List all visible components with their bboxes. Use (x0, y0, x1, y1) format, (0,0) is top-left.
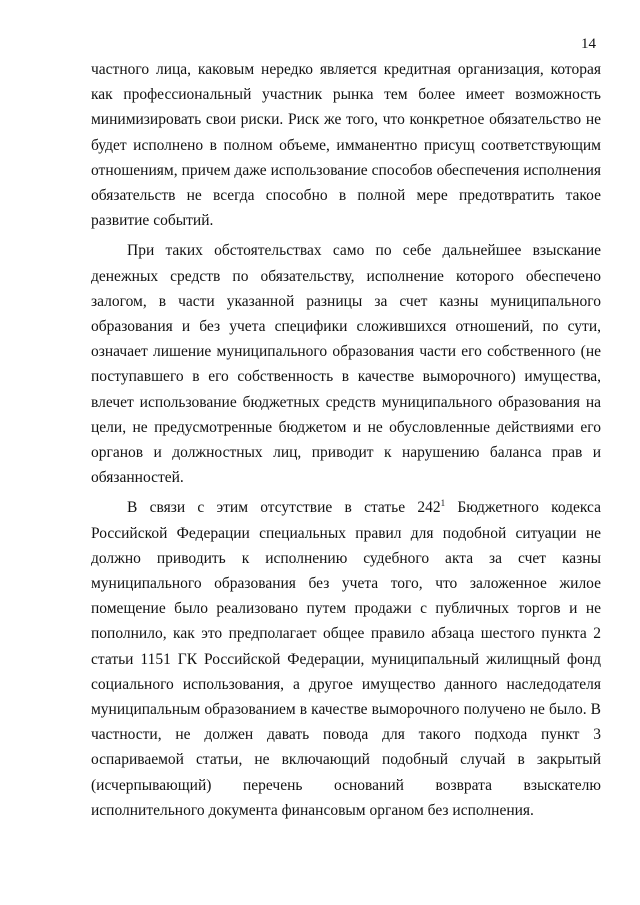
paragraph-circumstances: При таких обстоятельствах само по себе дальнейшее взыскание денежных средств по обязательству, исполнение которого обеспечено залогом, в части указанной разницы за счет казны муниципального образования и без учета специфики сложившихся отношений, по сути, означает лишение муниципального образования части его собственного (не поступавшего в его собственность в качестве выморочного) имущества, влечет использование бюджетных средств муниципального образования на цели, не предусмотренные бюджетом и не обусловленные действиями его органов и должностных лиц, приводит к нарушению баланса прав и обязанностей. (91, 242, 601, 487)
article-superscript: 1 (440, 498, 446, 509)
paragraph-budget-code-start: В связи с этим отсутствие в статье 242 (127, 499, 441, 517)
body-text (91, 57, 601, 823)
page-number: 14 (581, 36, 596, 52)
paragraph-budget-code-rest: Бюджетного кодекса Российской Федерации специальных правил для подобной ситуации не должно приводить к исполнению судебного акта за счет казны муниципального образования без учета того, что заложенное жилое помещение было реализовано путем продажи с публичных торгов и не пополнило, как это предполагает общее правило абзаца шестого пункта 2 статьи 1151 ГК Российской Федерации, муниципальный жилищный фонд социального использования, а другое имущество данного наследодателя муниципальным образованием в качестве выморочного получено не было. В частности, не должен давать повода для такого подхода пункт 3 оспариваемой статьи, не включающий подобный случай в закрытый (исчерпывающий) перечень оснований возврата взыскателю исполнительного документа финансовым органом без исполнения. (91, 499, 601, 819)
paragraph-budget-code (91, 495, 601, 823)
paragraph-continuation: частного лица, каковым нередко является кредитная организация, которая как профессиональный участник рынка тем более имеет возможность минимизировать свои риски. Риск же того, что конкретное обязательство не будет исполнено в полном объеме, имманентно присущ соответствующим отношениям, причем даже использование способов обеспечения исполнения обязательств не всегда способно в полной мере предотвратить такое развитие событий. (91, 61, 601, 230)
